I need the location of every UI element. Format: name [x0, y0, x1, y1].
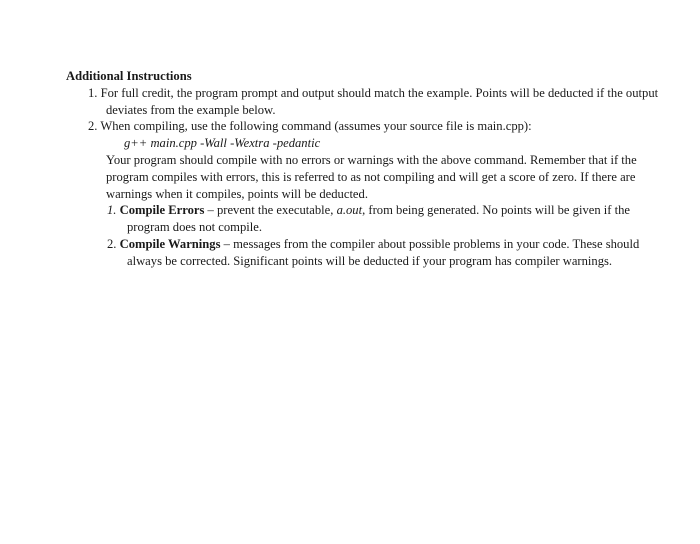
subitem-number: 2. — [107, 236, 117, 251]
compile-command: g++ main.cpp -Wall -Wextra -pedantic — [124, 136, 321, 151]
instruction-item-2 — [66, 118, 666, 135]
subitem-term: Compile Warnings — [119, 236, 221, 251]
subitem-text-post: , from being generated. No points will be given if the program does not compile. — [127, 203, 631, 235]
subitem-term: Compile Errors — [119, 203, 205, 218]
subitem-compile-errors — [66, 202, 666, 236]
subitem-number: 1. — [107, 203, 117, 218]
instructions-document — [66, 68, 666, 270]
executable-name: a.out — [336, 203, 363, 218]
item-text: For full credit, the program prompt and output should match the example. Points will be deducted if the output deviates from the example below. — [100, 85, 659, 117]
compile-explanation: Your program should compile with no errors or warnings with the above command. Remember that if the program compiles with errors, this is referred to as not compiling and will get a score of zero. If there are warnings when it compiles, points will be deducted. — [106, 152, 637, 201]
item-number: 2. — [88, 119, 98, 134]
instruction-item-1 — [66, 85, 666, 119]
item-text: When compiling, use the following command (assumes your source file is main.cpp): — [100, 119, 532, 134]
item-number: 1. — [88, 85, 98, 100]
subitem-text: – messages from the compiler about possible problems in your code. These should always be corrected. Significant points will be deducted if your program has compiler warnings. — [127, 236, 640, 268]
section-heading: Additional Instructions — [66, 69, 192, 83]
subitem-compile-warnings — [66, 236, 666, 270]
subitem-text-pre: – prevent the executable, — [204, 203, 337, 218]
